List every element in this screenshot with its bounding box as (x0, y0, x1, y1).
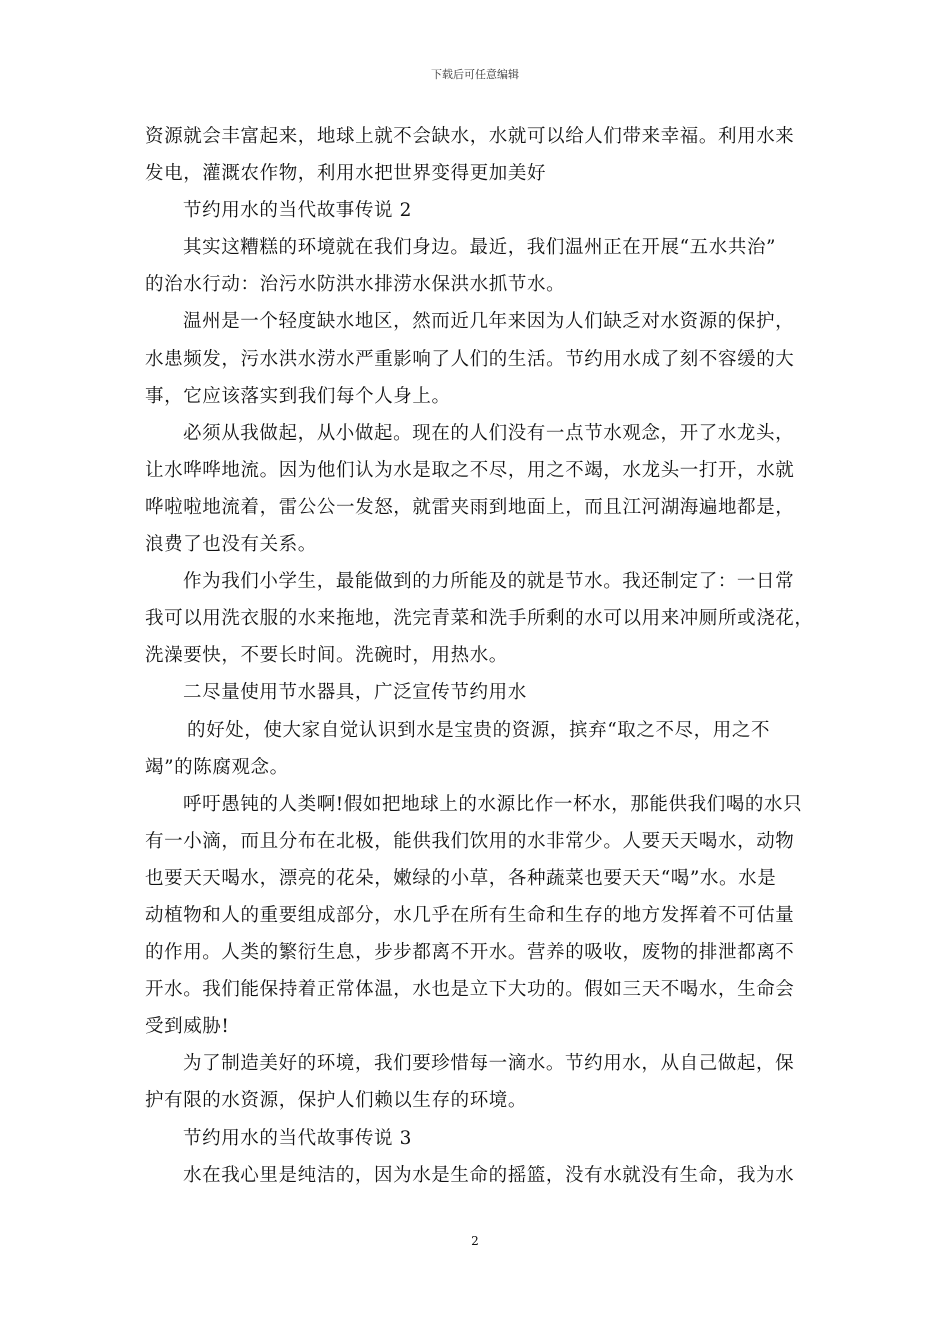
text-line: 温州是一个轻度缺水地区，然而近几年来因为人们缺乏对水资源的保护， (183, 311, 795, 333)
text-line: 的治水行动：治污水防洪水排涝水保洪水抓节水。 (145, 274, 566, 296)
text-line: 作为我们小学生，最能做到的力所能及的就是节水。我还制定了：一日常 (183, 571, 795, 593)
text-line: 的好处，使大家自觉认识到水是宝贵的资源，摈弃“取之不尽，用之不 (187, 719, 771, 741)
text-line: 动植物和人的重要组成部分，水几乎在所有生命和生存的地方发挥着不可估量 (145, 904, 795, 926)
text-line: 受到威胁! (145, 1016, 230, 1038)
text-line: 也要天天喝水，漂亮的花朵，嫩绿的小草，各种蔬菜也要天天“喝”水。水是 (145, 867, 777, 889)
text-line: 竭”的陈腐观念。 (145, 756, 289, 778)
page-number: 2 (471, 1234, 479, 1248)
text-line: 哗啦啦地流着，雷公公一发怒，就雷夹雨到地面上，而且江河湖海遍地都是， (145, 496, 795, 518)
section-heading: 节约用水的当代故事传说 2 (183, 200, 412, 222)
text-line: 发电，灌溉农作物，利用水把世界变得更加美好 (145, 163, 547, 185)
text-line: 二尽量使用节水器具，广泛宣传节约用水 (183, 682, 527, 704)
text-line: 其实这糟糕的环境就在我们身边。最近，我们温州正在开展“五水共治” (183, 237, 777, 259)
text-line: 洗澡要快，不要长时间。洗碗时，用热水。 (145, 645, 508, 667)
text-line: 为了制造美好的环境，我们要珍惜每一滴水。节约用水，从自己做起，保 (183, 1053, 795, 1075)
text-line: 事，它应该落实到我们每个人身上。 (145, 385, 451, 407)
text-line: 水患频发，污水洪水涝水严重影响了人们的生活。节约用水成了刻不容缓的大 (145, 348, 795, 370)
section-heading: 节约用水的当代故事传说 3 (183, 1127, 412, 1149)
text-line: 有一小滴，而且分布在北极，能供我们饮用的水非常少。人要天天喝水，动物 (145, 830, 795, 852)
text-line: 资源就会丰富起来，地球上就不会缺水，水就可以给人们带来幸福。利用水来 (145, 126, 795, 147)
text-line: 呼吁愚钝的人类啊!假如把地球上的水源比作一杯水，那能供我们喝的水只 (183, 793, 803, 815)
text-line: 的作用。人类的繁衍生息，步步都离不开水。营养的吸收，废物的排泄都离不 (145, 942, 795, 964)
text-line: 我可以用洗衣服的水来拖地，洗完青菜和洗手所剩的水可以用来冲厕所或浇花， (145, 608, 814, 630)
text-line: 护有限的水资源，保护人们赖以生存的环境。 (145, 1090, 528, 1112)
text-line: 必须从我做起，从小做起。现在的人们没有一点节水观念，开了水龙头， (183, 422, 795, 444)
text-line: 浪费了也没有关系。 (145, 534, 317, 556)
document-body (145, 118, 813, 1194)
text-line: 水在我心里是纯洁的，因为水是生命的摇篮，没有水就没有生命，我为水 (183, 1164, 795, 1186)
page-header: 下载后可任意编辑 (431, 68, 519, 81)
text-line: 开水。我们能保持着正常体温，水也是立下大功的。假如三天不喝水，生命会 (145, 979, 795, 1001)
text-line: 让水哗哗地流。因为他们认为水是取之不尽，用之不竭，水龙头一打开，水就 (145, 459, 795, 481)
